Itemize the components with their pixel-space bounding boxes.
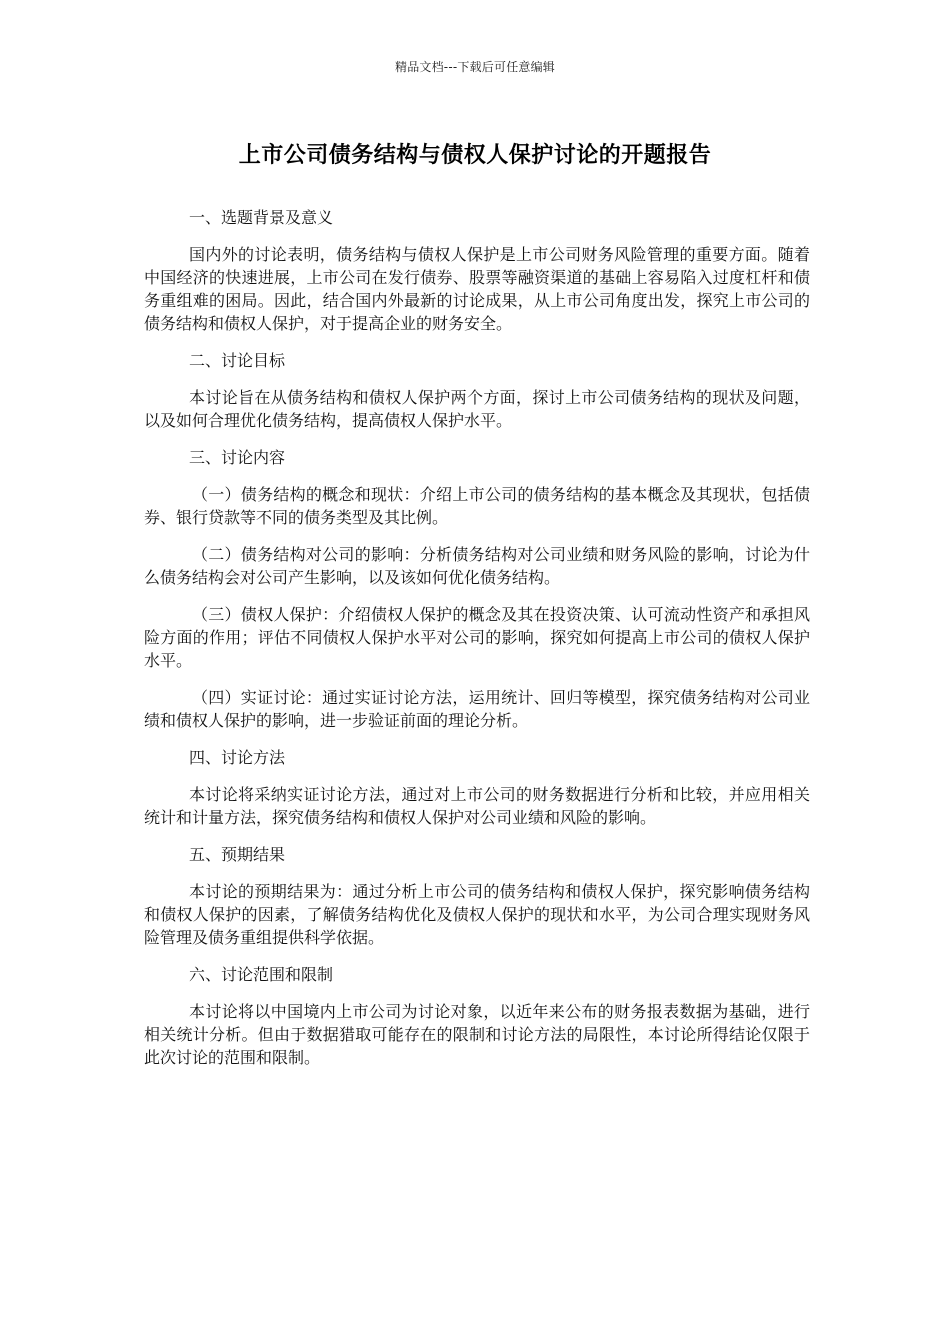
content-item-3: （三）债权人保护：介绍债权人保护的概念及其在投资决策、认可流动性资产和承担风险方面的作用；评估不同债权人保护水平对公司的影响，探究如何提高上市公司的债权人保护水平。 xyxy=(144,605,810,670)
content-item-4: （四）实证讨论：通过实证讨论方法，运用统计、回归等模型，探究债务结构对公司业绩和债权人保护的影响，进一步验证前面的理论分析。 xyxy=(144,688,810,730)
header-note: 精品文档---下载后可任意编辑 xyxy=(395,60,555,74)
paragraph-objectives: 本讨论旨在从债务结构和债权人保护两个方面，探讨上市公司债务结构的现状及问题，以及如何合理优化债务结构，提高债权人保护水平。 xyxy=(144,388,810,430)
section-heading-expected-results: 五、预期结果 xyxy=(189,845,286,864)
section-heading-methods: 四、讨论方法 xyxy=(189,748,286,767)
paragraph-expected-results: 本讨论的预期结果为：通过分析上市公司的债务结构和债权人保护，探究影响债务结构和债权人保护的因素，了解债务结构优化及债权人保护的现状和水平，为公司合理实现财务风险管理及债务重组提供科学依据。 xyxy=(144,882,810,947)
section-heading-background: 一、选题背景及意义 xyxy=(189,208,334,227)
paragraph-methods: 本讨论将采纳实证讨论方法，通过对上市公司的财务数据进行分析和比较，并应用相关统计和计量方法，探究债务结构和债权人保护对公司业绩和风险的影响。 xyxy=(144,785,810,827)
content-item-2: （二）债务结构对公司的影响：分析债务结构对公司业绩和财务风险的影响，讨论为什么债务结构会对公司产生影响，以及该如何优化债务结构。 xyxy=(144,545,810,587)
section-heading-objectives: 二、讨论目标 xyxy=(189,351,286,370)
document-body xyxy=(144,206,810,1083)
document-title: 上市公司债务结构与债权人保护讨论的开题报告 xyxy=(238,143,712,168)
section-heading-scope: 六、讨论范围和限制 xyxy=(189,965,334,984)
paragraph-background: 国内外的讨论表明，债务结构与债权人保护是上市公司财务风险管理的重要方面。随着中国经济的快速进展，上市公司在发行债券、股票等融资渠道的基础上容易陷入过度杠杆和债务重组难的困局。因此，结合国内外最新的讨论成果，从上市公司角度出发，探究上市公司的债务结构和债权人保护，对于提高企业的财务安全。 xyxy=(144,245,810,333)
paragraph-scope: 本讨论将以中国境内上市公司为讨论对象，以近年来公布的财务报表数据为基础，进行相关统计分析。但由于数据猎取可能存在的限制和讨论方法的局限性，本讨论所得结论仅限于此次讨论的范围和限制。 xyxy=(144,1002,810,1067)
content-item-1: （一）债务结构的概念和现状：介绍上市公司的债务结构的基本概念及其现状，包括债券、银行贷款等不同的债务类型及其比例。 xyxy=(144,485,810,527)
section-heading-content: 三、讨论内容 xyxy=(189,448,286,467)
